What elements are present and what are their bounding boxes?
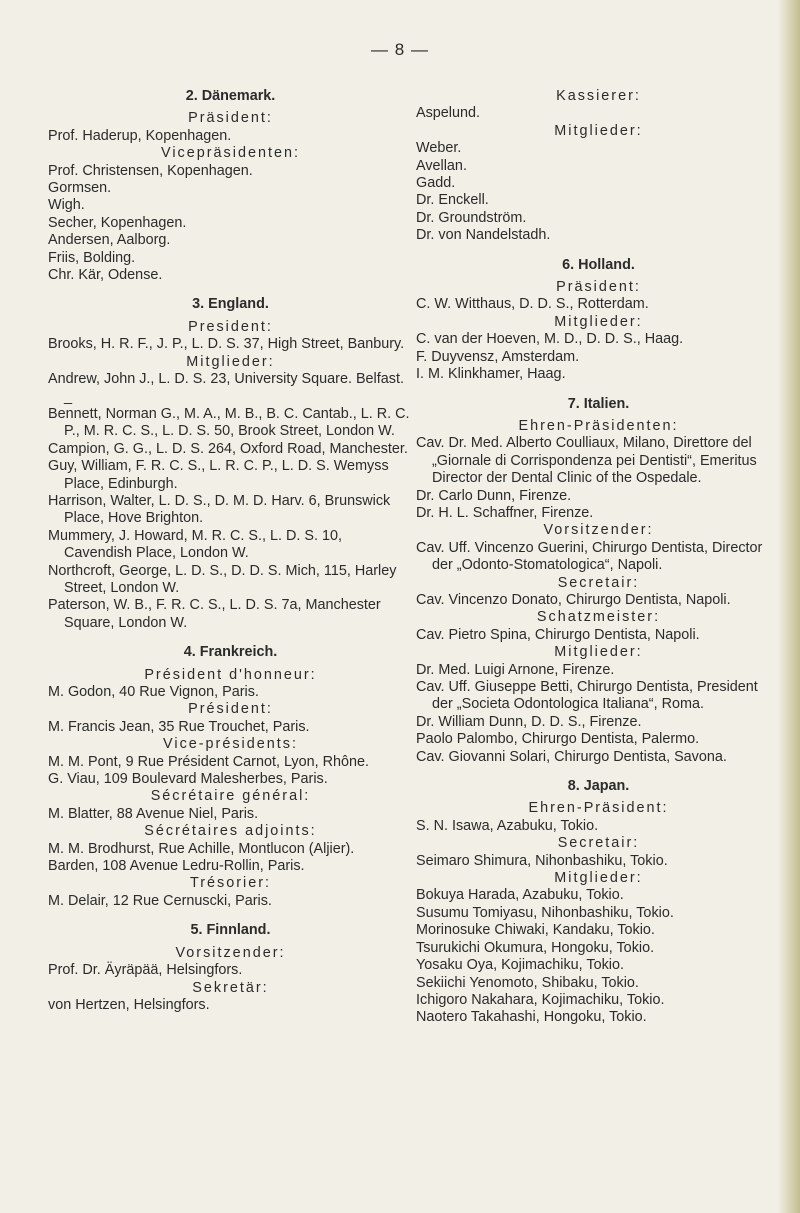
section-heading: 6. Holland. [562,256,635,273]
role-heading: President: [188,318,273,335]
section-heading: 3. England. [192,296,269,313]
member-entry: Dr. William Dunn, D. D. S., Firenze. [416,713,642,730]
role-heading: Ehren-Präsident: [528,800,669,817]
role-heading: Kassierer: [556,88,641,104]
role-heading: Sécrétaire général: [150,788,311,805]
member-entry: M. Delair, 12 Rue Cernuscki, Paris. [48,892,272,909]
role-heading: Président d'honneur: [144,666,317,683]
member-entry: Sekiichi Yenomoto, Shibaku, Tokio. [416,974,639,991]
role-heading: Vice-présidents: [163,736,298,753]
member-entry: Cav. Dr. Med. Alberto Coulliaux, Milano, Direttore del „Giornale di Corrispondenza pei Dentisti“, Emeritus Director der Dental Clinic of the Ospedale. [416,435,757,487]
member-entry: Dr. Med. Luigi Arnone, Firenze. [416,661,615,678]
member-entry: Secher, Kopenhagen. [48,214,187,231]
right-column [416,88,781,1027]
member-entry: Dr. H. L. Schaffner, Firenze. [416,504,594,521]
member-entry: Cav. Pietro Spina, Chirurgo Dentista, Napoli. [416,626,700,643]
role-heading: Mitglieder: [554,644,643,661]
role-heading: Mitglieder: [554,870,643,887]
member-entry: Barden, 108 Avenue Ledru-Rollin, Paris. [48,858,305,875]
member-entry: Bennett, Norman G., M. A., M. B., B. C. Cantab., L. R. C. P., M. R. C. S., L. D. S. 50, Brook Street, London W. [48,405,410,440]
member-entry: Cav. Vincenzo Donato, Chirurgo Dentista, Napoli. [416,591,731,608]
member-entry: Friis, Bolding. [48,249,136,266]
role-heading: Président: [188,701,273,718]
member-entry: M. Francis Jean, 35 Rue Trouchet, Paris. [48,718,310,735]
member-entry: Dr. von Nandelstadh. [416,227,551,244]
member-entry: Campion, G. G., L. D. S. 264, Oxford Road, Manchester. [48,440,408,457]
member-entry: Gadd. [416,175,456,192]
member-entry: Prof. Dr. Äyräpää, Helsingfors. [48,962,243,979]
member-entry: C. W. Witthaus, D. D. S., Rotterdam. [416,296,649,313]
member-entry: Dr. Carlo Dunn, Firenze. [416,487,572,504]
member-entry: von Hertzen, Helsingfors. [48,996,210,1013]
member-entry: Mummery, J. Howard, M. R. C. S., L. D. S. 10, Cavendish Place, London W. [48,527,343,562]
member-entry: Seimaro Shimura, Nihonbashiku, Tokio. [416,852,668,869]
member-entry: Morinosuke Chiwaki, Kandaku, Tokio. [416,922,655,939]
member-entry: Paolo Palombo, Chirurgo Dentista, Palermo. [416,731,700,748]
section-heading: 2. Dänemark. [185,88,276,104]
member-entry: Guy, William, F. R. C. S., L. R. C. P., L. D. S. Wemyss Place, Edinburgh. [48,458,389,492]
member-entry: C. van der Hoeven, M. D., D. D. S., Haag. [416,331,684,348]
member-entry: Cav. Uff. Giuseppe Betti, Chirurgo Dentista, President der „Societa Odontologica Italiana“, Roma. [416,679,758,713]
role-heading: Schatzmeister: [536,609,661,626]
member-entry: Bokuya Harada, Azabuku, Tokio. [416,887,624,904]
role-heading: Mitglieder: [554,313,643,330]
member-entry: M. Blatter, 88 Avenue Niel, Paris. [48,805,259,822]
section-heading: 8. Japan. [567,778,630,795]
role-heading: Trésorier: [189,875,272,892]
member-entry: Naotero Takahashi, Hongoku, Tokio. [416,1009,647,1026]
member-entry: M. Godon, 40 Rue Vignon, Paris. [48,684,259,700]
section-heading: 7. Italien. [567,395,630,412]
member-entry: Yosaku Oya, Kojimachiku, Tokio. [416,957,624,974]
role-heading: Mitglieder: [186,353,275,370]
member-entry: Prof. Christensen, Kopenhagen. [48,162,253,179]
member-entry: Ichigoro Nakahara, Kojimachiku, Tokio. [416,991,665,1008]
member-entry: Andrew, John J., L. D. S. 23, University Square. Belfast. _ [48,371,404,405]
role-heading: Secretair: [557,574,640,591]
section-heading: 4. Frankreich. [183,644,278,661]
section-heading: 5. Finnland. [190,922,271,939]
role-heading: Präsident: [188,110,273,127]
role-heading: Ehren-Präsidenten: [518,417,679,434]
role-heading: Vorsitzender: [543,522,654,539]
member-entry: Prof. Haderup, Kopenhagen. [48,127,232,144]
role-heading: Sekretär: [192,979,269,996]
member-entry: F. Duyvensz, Amsterdam. [416,348,580,365]
role-heading: Vicepräsidenten: [161,145,300,162]
role-heading: Secretair: [557,835,640,852]
role-heading: Mitglieder: [554,122,643,139]
member-entry: Paterson, W. B., F. R. C. S., L. D. S. 7a, Manchester Square, London W. [48,597,381,631]
member-entry: Susumu Tomiyasu, Nihonbashiku, Tokio. [416,904,674,921]
page-edge-shadow [778,0,800,1213]
member-entry: Northcroft, George, L. D. S., D. D. S. Mich, 115, Harley Street, London W. [48,562,397,596]
role-heading: Präsident: [556,279,641,296]
left-column [48,88,413,1014]
member-entry: Cav. Giovanni Solari, Chirurgo Dentista, Savona. [416,748,727,765]
member-entry: Avellan. [416,157,467,174]
member-entry: I. M. Klinkhamer, Haag. [416,366,566,383]
member-entry: S. N. Isawa, Azabuku, Tokio. [416,817,599,834]
member-entry: Chr. Kär, Odense. [48,267,163,284]
member-entry: Cav. Uff. Vincenzo Guerini, Chirurgo Dentista, Director der „Odonto-Stomatologica“, Napoli. [416,539,763,574]
member-entry: Brooks, H. R. F., J. P., L. D. S. 37, High Street, Banbury. [48,336,405,353]
member-entry: Dr. Enckell. [416,192,489,209]
member-entry: Tsurukichi Okumura, Hongoku, Tokio. [416,939,655,956]
role-heading: Sécrétaires adjoints: [144,823,317,840]
member-entry: Andersen, Aalborg. [48,232,171,249]
member-entry: Aspelund. [416,105,481,122]
member-entry: Dr. Groundström. [416,209,527,226]
member-entry: M. M. Pont, 9 Rue Président Carnot, Lyon, Rhône. [48,753,370,770]
member-entry: G. Viau, 109 Boulevard Malesherbes, Paris. [48,771,328,788]
member-entry: Weber. [416,140,462,157]
member-entry: Gormsen. [48,180,112,197]
member-entry: Wigh. [48,197,85,214]
member-entry: Harrison, Walter, L. D. S., D. M. D. Harv. 6, Brunswick Place, Hove Brighton. [48,492,391,527]
role-heading: Vorsitzender: [175,944,286,961]
page-number: — 8 — [371,40,429,59]
member-entry: M. M. Brodhurst, Rue Achille, Montlucon (Aljier). [48,840,355,857]
